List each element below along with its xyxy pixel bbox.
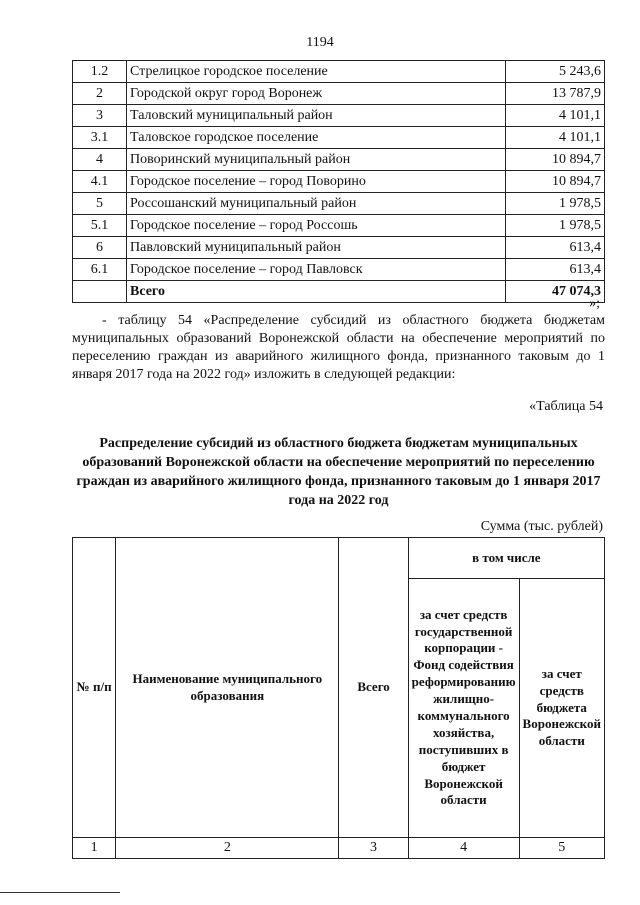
row-number (73, 281, 127, 303)
row-value: 13 787,9 (506, 83, 605, 105)
row-name: Павловский муниципальный район (127, 237, 506, 259)
row-name: Россошанский муниципальный район (127, 193, 506, 215)
row-name: Городское поселение – город Павловск (127, 259, 506, 281)
row-name: Городское поселение – город Россошь (127, 215, 506, 237)
row-value: 5 243,6 (506, 61, 605, 83)
header-num: № п/п (73, 538, 116, 838)
column-number: 3 (339, 838, 408, 859)
row-number: 4 (73, 149, 127, 171)
header-including: в том числе (408, 538, 604, 579)
table-row (73, 127, 605, 149)
row-value: 613,4 (506, 237, 605, 259)
subsidy-table-54 (72, 537, 605, 859)
table-row (73, 105, 605, 127)
header-fund: за счет средств государственной корпорации - Фонд содействия реформированию жилищно-коммунального хозяйства, поступивших в бюджет Воронежской области (408, 579, 519, 838)
column-number: 2 (116, 838, 339, 859)
row-name: Поворинский муниципальный район (127, 149, 506, 171)
column-number: 5 (519, 838, 604, 859)
row-value: 1 978,5 (506, 193, 605, 215)
row-number: 2 (73, 83, 127, 105)
row-name: Всего (127, 281, 506, 303)
row-name: Городское поселение – город Поворино (127, 171, 506, 193)
table-row (73, 193, 605, 215)
table-row (73, 171, 605, 193)
row-value: 10 894,7 (506, 171, 605, 193)
row-number: 5 (73, 193, 127, 215)
row-value: 4 101,1 (506, 105, 605, 127)
row-number: 6 (73, 237, 127, 259)
table-title: Распределение субсидий из областного бюджета бюджетам муниципальных образований Воронежской области на обеспечение мероприятий по переселению граждан из аварийного жилищного фонда, признанного таковым до 1 января 2017 года на 2022 год (76, 436, 601, 508)
previous-table (72, 60, 605, 303)
amendment-paragraph: - таблицу 54 «Распределение субсидий из областного бюджета бюджетам муниципальных образований Воронежской области на обеспечение мероприятий по переселению граждан из аварийного жилищного фонда, признанного таковым до 1 января 2017 года на 2022 год» изложить в следующей редакции: (72, 313, 605, 382)
table-label: «Таблица 54 (529, 399, 603, 414)
row-value: 47 074,3 (506, 281, 605, 303)
row-name: Городской округ город Воронеж (127, 83, 506, 105)
row-number: 5.1 (73, 215, 127, 237)
closing-quote-mark: »; (589, 296, 600, 311)
column-number: 1 (73, 838, 116, 859)
row-number: 6.1 (73, 259, 127, 281)
header-total: Всего (339, 538, 408, 838)
table-row (73, 83, 605, 105)
footer-rule (0, 892, 120, 893)
table-row (73, 259, 605, 281)
row-number: 3.1 (73, 127, 127, 149)
row-value: 1 978,5 (506, 215, 605, 237)
table-row (73, 215, 605, 237)
row-number: 4.1 (73, 171, 127, 193)
row-name: Таловский муниципальный район (127, 105, 506, 127)
row-value: 613,4 (506, 259, 605, 281)
row-number: 1.2 (73, 61, 127, 83)
column-numbers-row (73, 838, 605, 859)
units-caption: Сумма (тыс. рублей) (480, 519, 603, 534)
table-row (73, 237, 605, 259)
header-name: Наименование муниципального образования (116, 538, 339, 838)
row-value: 10 894,7 (506, 149, 605, 171)
total-row (73, 281, 605, 303)
table-row (73, 61, 605, 83)
row-name: Таловское городское поселение (127, 127, 506, 149)
row-number: 3 (73, 105, 127, 127)
page-number: 1194 (306, 35, 334, 50)
column-number: 4 (408, 838, 519, 859)
row-name: Стрелицкое городское поселение (127, 61, 506, 83)
header-regional: за счет средств бюджета Воронежской области (519, 579, 604, 838)
row-value: 4 101,1 (506, 127, 605, 149)
table-row (73, 149, 605, 171)
